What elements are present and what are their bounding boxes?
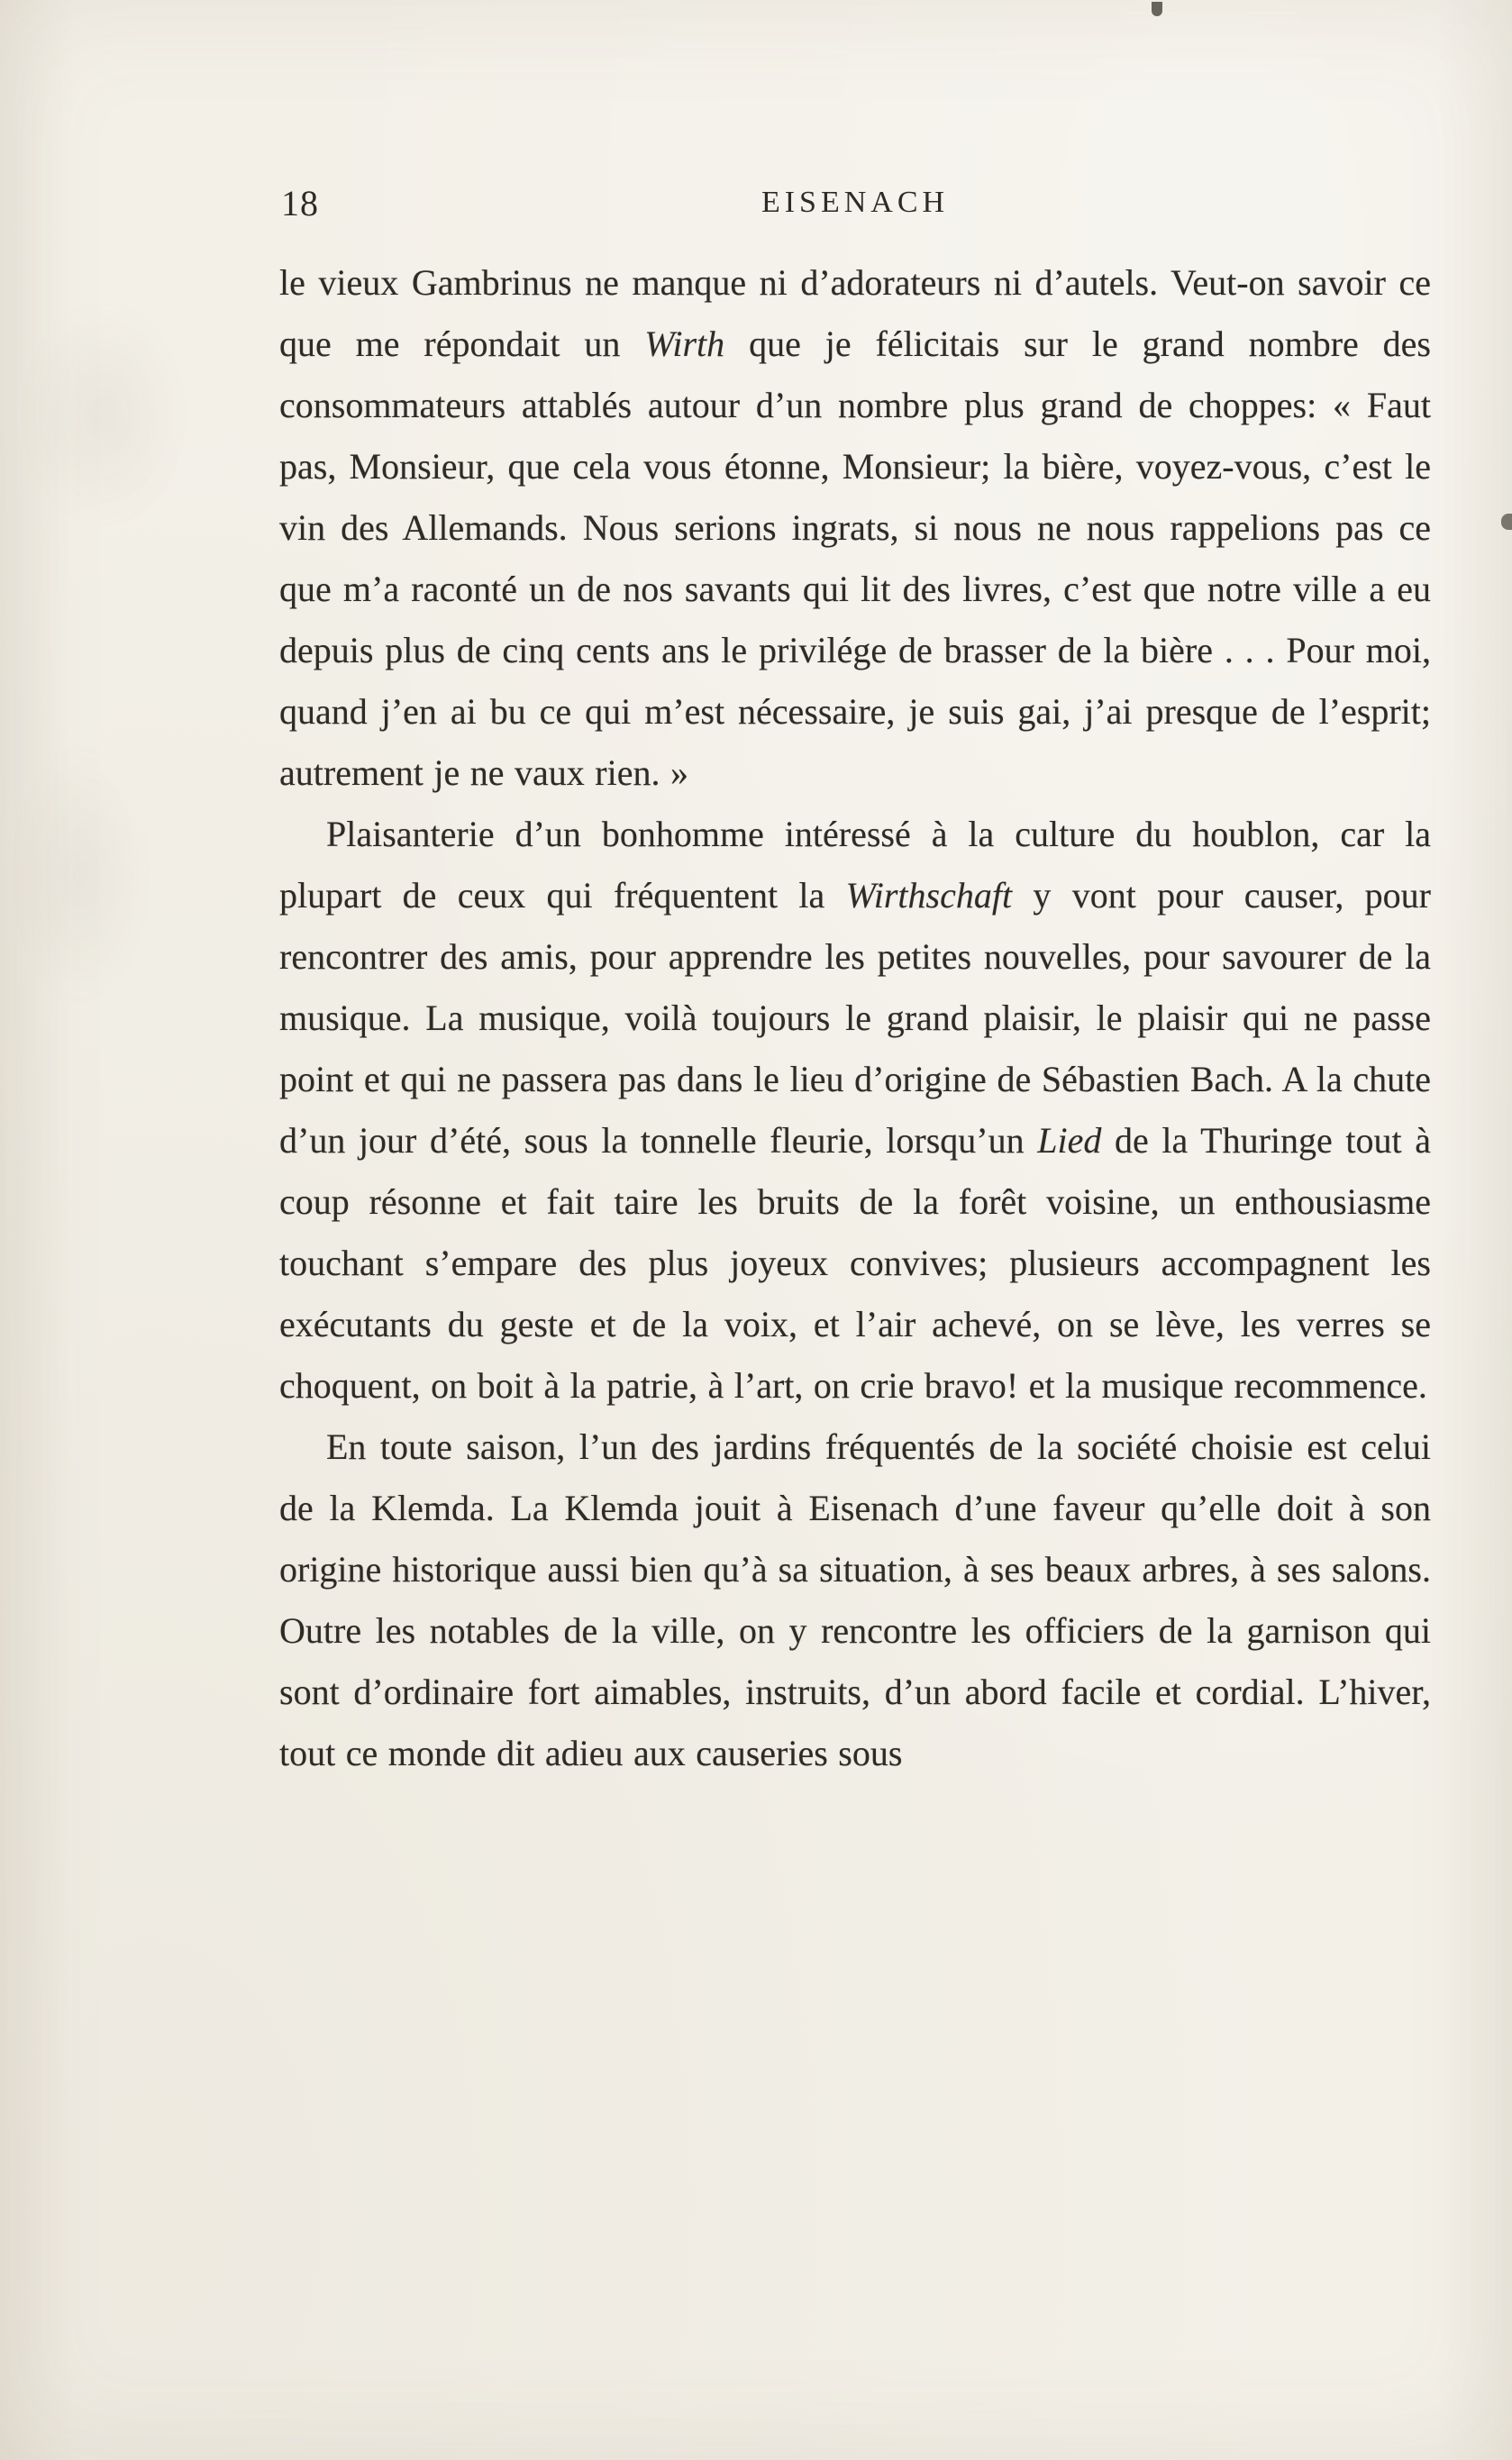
text-run-italic: Wirthschaft [845,875,1013,916]
page-number: 18 [281,183,319,223]
text-run: que je félicitais sur le grand nombre des consommateurs attablés autour d’un nombre plus grand de choppes: « Faut pas, Monsieur, que cela vous étonne, Monsieur; la bière, voyez-vous, c’est le vin des Allemands. Nous serions ingrats, si nous ne nous rappelions pas ce que m’a raconté un de nos savants qui lit des livres, c’est que notre ville a eu depuis plus de cinq cents ans le privilége de brasser de la bière . . . Pour moi, quand j’en ai bu ce qui m’est nécessaire, je suis gai, j’ai presque de l’esprit; autrement je ne vaux rien. » [279,323,1431,793]
text-run: le vieux Gambrinus ne manque ni d’adorateurs ni d’autels. Veut-on savoir ce que me répondait un [279,262,1431,364]
page-body [279,252,1431,1784]
text-run: de la Thuringe tout à coup résonne et fait taire les bruits de la forêt voisine, un enthousiasme touchant s’empare des plus joyeux convives; plusieurs accompagnent les exécutants du geste et de la voix, et l’air achevé, on se lève, les verres se choquent, on boit à la patrie, à l’art, on crie bravo! et la musique recommence. [279,1120,1431,1406]
text-run: En toute saison, l’un des jardins fréquentés de la société choisie est celui de la Klemda. La Klemda jouit à Eisenach d’une faveur qu’elle doit à son origine historique aussi bien qu’à sa situation, à ses beaux arbres, à ses salons. Outre les notables de la ville, on y rencontre les officiers de la garnison qui sont d’ordinaire fort aimables, instruits, d’un abord facile et cordial. L’hiver, tout ce monde dit adieu aux causeries sous [279,1426,1431,1773]
paragraph [279,252,1431,804]
page-header [279,177,1431,240]
text-run-italic: Wirth [644,323,725,364]
scan-artifact [18,297,189,532]
running-header: EISENACH [761,186,950,219]
text-run-italic: Lied [1037,1120,1102,1161]
text-run: Plaisanterie d’un bonhomme intéressé à la culture du houblon, car la plupart de ceux qui fréquentent la [279,814,1431,916]
paragraph [279,1417,1431,1784]
text-run: y vont pour causer, pour rencontrer des amis, pour apprendre les petites nouvelles, pour savourer de la musique. La musique, voilà toujours le grand plaisir, le plaisir qui ne passe point et qui ne passera pas dans le lieu d’origine de Sébastien Bach. A la chute d’un jour d’été, sous la tonnelle fleurie, lorsqu’un [279,875,1431,1161]
scan-artifact [1501,514,1512,530]
paragraph [279,804,1431,1417]
scan-artifact [1152,2,1162,16]
text-block [279,177,1431,1784]
scan-artifact [9,739,153,1009]
